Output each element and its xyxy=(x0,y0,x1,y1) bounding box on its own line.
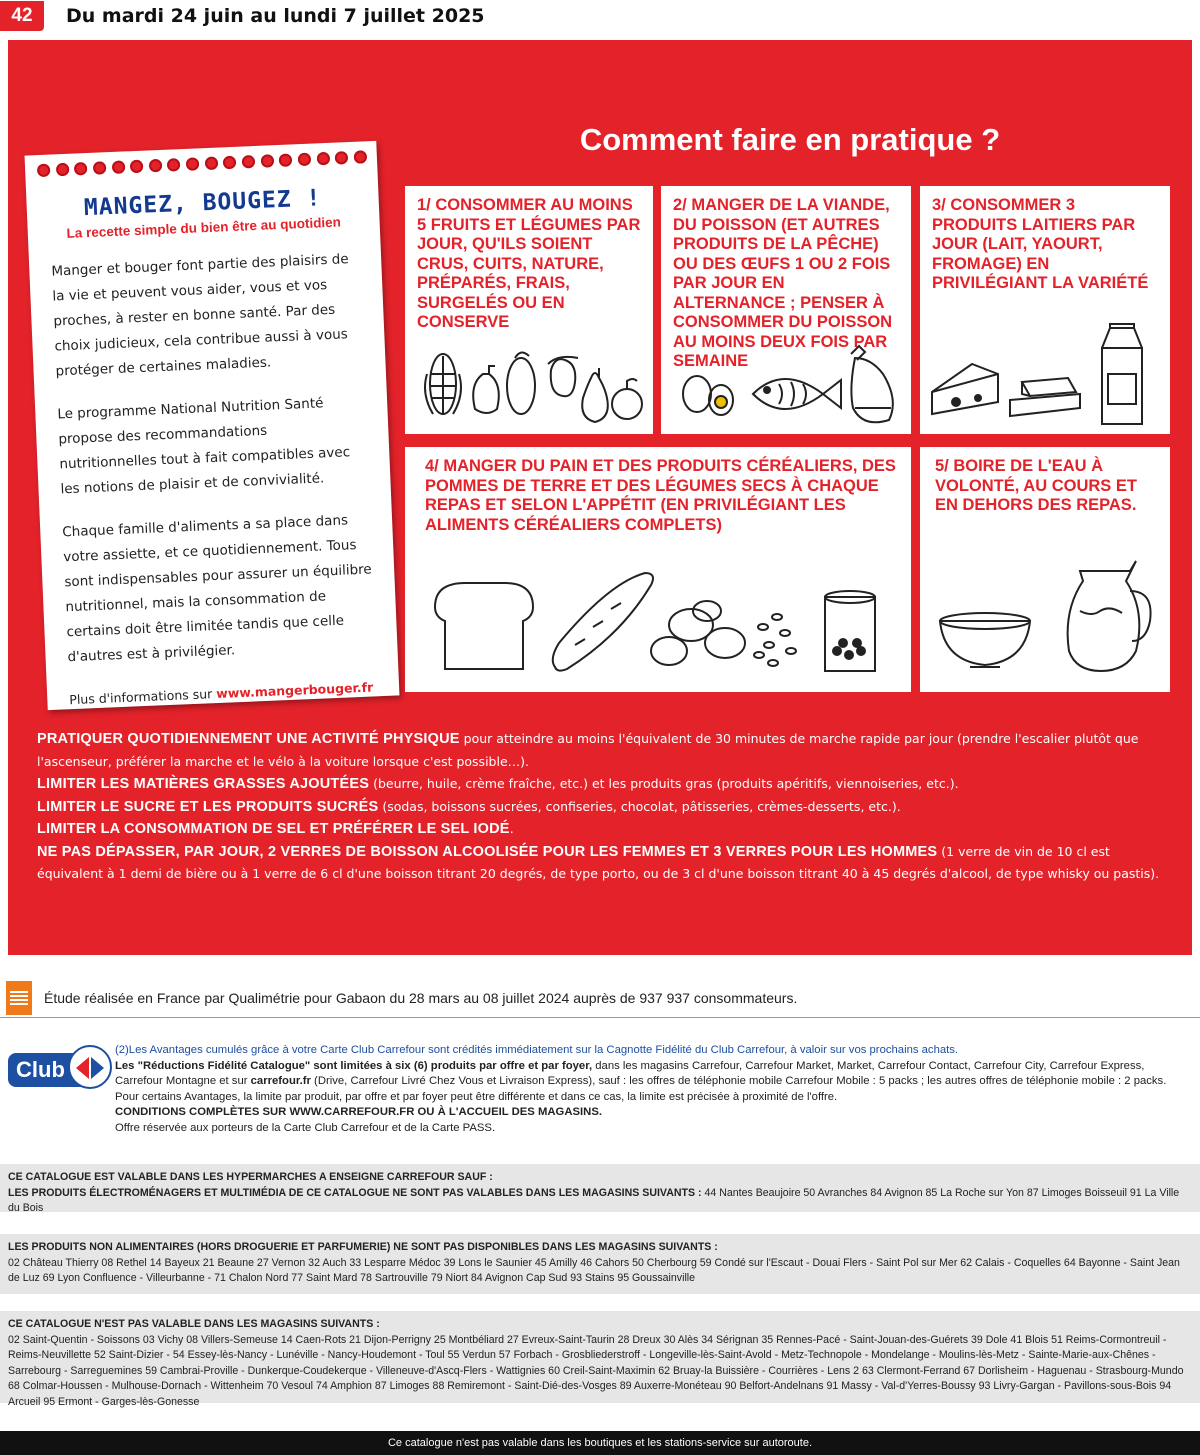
tip-text: 2/ MANGER DE LA VIANDE, DU POISSON (ET AUTRES PRODUITS DE LA PÊCHE) OU DES ŒUFS 1 OU 2 FOIS PAR JOUR EN ALTERNANCE ; PENSER À CONSOMMER DU POISSON AU MOINS DEUX FOIS PAR SEMAINE xyxy=(673,196,893,370)
memo-subtitle: La recette simple du bien être au quotidien xyxy=(66,214,342,241)
cheese-butter-milk-icon xyxy=(926,322,1162,426)
club-carrefour-logo xyxy=(8,1045,108,1101)
tip-card-water xyxy=(920,447,1170,692)
non-food-notice-box: LES PRODUITS NON ALIMENTAIRES (HORS DROGUERIE ET PARFUMERIE) NE SONT PAS DISPONIBLES DANS LES MAGASINS SUIVANTS : 02 Château Thierry 08 Rethel 14 Bayeux 21 Beaune 27 Vernon 32 Auch 33 Lesparre Médoc 39 Lons le Saunier 45 Amilly 46 Cahors 50 Cherbourg 59 Condé sur l'Escaut - Douai Flers - Saint Pol sur Mer 62 Calais - Coquelles 64 Bayonne - Saint Jean de Luz 69 Lyon Confluence - Villeurbanne - 71 Chalon Nord 77 Saint Mard 78 Sartrouville 79 Niort 84 Avignon Cap Sud 93 Stains 95 Goussainville xyxy=(0,1234,1200,1294)
validity-notice-box: CE CATALOGUE EST VALABLE DANS LES HYPERMARCHES A ENSEIGNE CARREFOUR SAUF : LES PRODUITS ÉLECTROMÉNAGERS ET MULTIMÉDIA DE CE CATALOGUE NE SONT PAS VALABLES DANS LES MAGASINS SUIVANTS : 44 Nantes Beaujoire 50 Avranches 84 Avignon 85 La Roche sur Yon 87 Limoges Boisseuil 91 La Ville du Bois xyxy=(0,1164,1200,1212)
page-header xyxy=(0,0,1200,32)
recommendations-list xyxy=(37,728,1167,886)
egg-fish-ham-icon xyxy=(669,344,901,428)
tip-text: 1/ CONSOMMER AU MOINS 5 FRUITS ET LÉGUMES PAR JOUR, QU'ILS SOIENT CRUS, CUITS, NATURE, PRÉPARÉS, FRAIS, SURGELÉS OU EN CONSERVE xyxy=(417,196,641,331)
memo-paragraph: Chaque famille d'aliments a sa place dans votre assiette, et ce quotidiennement. Tous sont indispensables pour assurer un équilibre nutritionnel, mais la consommation de certains doit être limitée tandis que celle d'autres est à privilégier. xyxy=(62,512,373,666)
memo-paragraph: Le programme National Nutrition Santé propose des recommandations nutritionnelles tout à fait compatibles avec les notions de plaisir et de convivialité. xyxy=(57,395,351,498)
recommendation-item: NE PAS DÉPASSER, PAR JOUR, 2 VERRES DE BOISSON ALCOOLISÉE POUR LES FEMMES ET 3 VERRES POUR LES HOMMES (1 verre de vin de 10 cl est équivalent à 1 demi de bière ou à 1 verre de 6 cl d'une boisson titrant 20 degrés, de type porto, ou de 3 cl d'une boisson titrant 40 à 45 degrés d'alcool, de type whisky ou pastis). xyxy=(37,843,1160,881)
legal-text: (2)Les Avantages cumulés grâce à votre Carte Club Carrefour sont crédités immédiatement sur la Cagnotte Fidélité du Club Carrefour, à valoir sur vos prochains achats. Les "Réductions Fidélité Catalogue" sont limitées à six (6) produits par offre et par foyer, dans les magasins Carrefour, Carrefour Market, Market, Carrefour Contact, Carrefour City, Carrefour Express, Carrefour Montagne et sur carrefour.fr (Drive, Carrefour Livré Chez Vous et Livraison Express), sauf : les offres de téléphonie mobile Carrefour Mobile : 5 packs ; les autres offres de téléphonie mobile : 2 packs. Pour certains Avantages, la limite par produit, par offre et par foyer peut être différente et dans ce cas, la limite est précisée à proximité de l'offre. CONDITIONS COMPLÈTES SUR WWW.CARREFOUR.FR OU À L'ACCUEIL DES MAGASINS. Offre réservée aux porteurs de la Carte Club Carrefour et de la Carte PASS. xyxy=(115,1044,1167,1134)
section-title: Comment faire en pratique ? xyxy=(579,122,1001,157)
memo-paragraph: Manger et bouger font partie des plaisirs de la vie et peuvent vous aider, vous et vos proches, à rester en bonne santé. Par des choix judicieux, cela contribue aussi à vous protéger de certaines maladies. xyxy=(51,251,349,380)
recommendation-item: LIMITER LE SUCRE ET LES PRODUITS SUCRÉS (sodas, boissons sucrées, confiseries, chocolat, pâtisseries, crèmes-desserts, etc.). xyxy=(37,798,901,815)
recommendation-item: PRATIQUER QUOTIDIENNEMENT UNE ACTIVITÉ PHYSIQUE pour atteindre au moins l'équivalent de 30 minutes de marche rapide par jour (prendre l'escalier plutôt que l'ascenseur, préférer la marche et le vélo à la voiture lorsque c'est possible…). xyxy=(37,731,1139,769)
bowl-jug-icon xyxy=(930,551,1160,681)
recommendation-item: LIMITER LES MATIÈRES GRASSES AJOUTÉES (beurre, huile, crème fraîche, etc.) et les produits gras (produits apéritifs, viennoiseries, etc.). xyxy=(37,776,959,792)
study-text: Étude réalisée en France par Qualimétrie pour Gabaon du 28 mars au 08 juillet 2024 auprès de 937 937 consommateurs. xyxy=(44,989,798,1006)
mangerbouger-link[interactable]: www.mangerbouger.fr xyxy=(215,679,374,702)
memo-info: Plus d'informations sur www.mangerbouger.fr xyxy=(69,679,374,708)
tip-text: 3/ CONSOMMER 3 PRODUITS LAITIERS PAR JOUR (LAIT, YAOURT, FROMAGE) EN PRIVILÉGIANT LA VARIÉTÉ xyxy=(932,196,1149,292)
fruits-vegetables-icon xyxy=(413,334,645,424)
tip-card-cereals xyxy=(405,447,911,692)
memo-card xyxy=(25,141,400,710)
study-logo-icon xyxy=(6,981,32,1015)
bread-potatoes-beans-icon xyxy=(425,567,895,677)
memo-title: MANGEZ, BOUGEZ ! xyxy=(83,185,322,222)
tip-text: 4/ MANGER DU PAIN ET DES PRODUITS CÉRÉALIERS, DES POMMES DE TERRE ET DES LÉGUMES SECS À CHAQUE REPAS ET SELON L'APPÉTIT (EN PRIVILÉGIANT LES ALIMENTS CÉRÉALIERS COMPLETS) xyxy=(425,457,896,534)
club-label: Club xyxy=(8,1053,92,1087)
excluded-stores-box: CE CATALOGUE N'EST PAS VALABLE DANS LES MAGASINS SUIVANTS : 02 Saint-Quentin - Soissons 03 Vichy 08 Villers-Semeuse 14 Caen-Rots 21 Dijon-Perrigny 25 Montbéliard 27 Evreux-Saint-Taurin 28 Dreux 30 Alès 34 Sérignan 35 Rennes-Pacé - Saint-Jouan-des-Guérets 39 Dole 41 Blois 51 Reims-Cormontreuil - Reims-Neuvillette 52 Saint-Dizier - 54 Essey-lès-Nancy - Lunéville - Nancy-Houdemont - Toul 55 Verdun 57 Forbach - Grosbliederstroff - Longeville-lès-Saint-Avold - Metz-Technopole - Mondelange - Moulins-lès-Metz - Sainte-Marie-aux-Chênes - Sarrebourg - Sarreguemines 59 Cambrai-Proville - Dunkerque-Coudekerque - Villeneuve-d'Ascq-Flers - Wattignies 60 Creil-Saint-Maximin 62 Bruay-la Buissière - Courrières - Lens 2 63 Clermont-Ferrand 67 Dorlisheim - Haguenau - Strasbourg-Mundo 68 Colmar-Houssen - Mulhouse-Dornach - Wittenheim 70 Vesoul 74 Amphion 87 Limoges 88 Remiremont - Saint-Dié-des-Vosges 89 Auxerre-Monéteau 90 Belfort-Andelnans 91 Massy - Val-d'Yerres-Boussy 93 Livry-Gargan - Pavillons-sous-Bois 94 Arcueil 95 Ermont - Garges-lès-Gonesse xyxy=(0,1311,1200,1403)
spiral-binding xyxy=(37,150,367,177)
carrefour-logo-icon xyxy=(68,1045,112,1089)
tip-card-dairy xyxy=(920,186,1170,434)
date-range: Du mardi 24 juin au lundi 7 juillet 2025 xyxy=(66,5,485,27)
tip-text: 5/ BOIRE DE L'EAU À VOLONTÉ, AU COURS ET EN DEHORS DES REPAS. xyxy=(935,457,1137,514)
tip-card-fruits xyxy=(405,186,653,434)
page-number: 42 xyxy=(0,1,44,31)
study-notice xyxy=(0,978,1200,1018)
tip-card-protein xyxy=(661,186,911,434)
recommendation-item: LIMITER LA CONSOMMATION DE SEL ET PRÉFÉRER LE SEL IODÉ. xyxy=(37,821,514,837)
footer-note: Ce catalogue n'est pas valable dans les boutiques et les stations-service sur autoroute. xyxy=(0,1431,1200,1455)
